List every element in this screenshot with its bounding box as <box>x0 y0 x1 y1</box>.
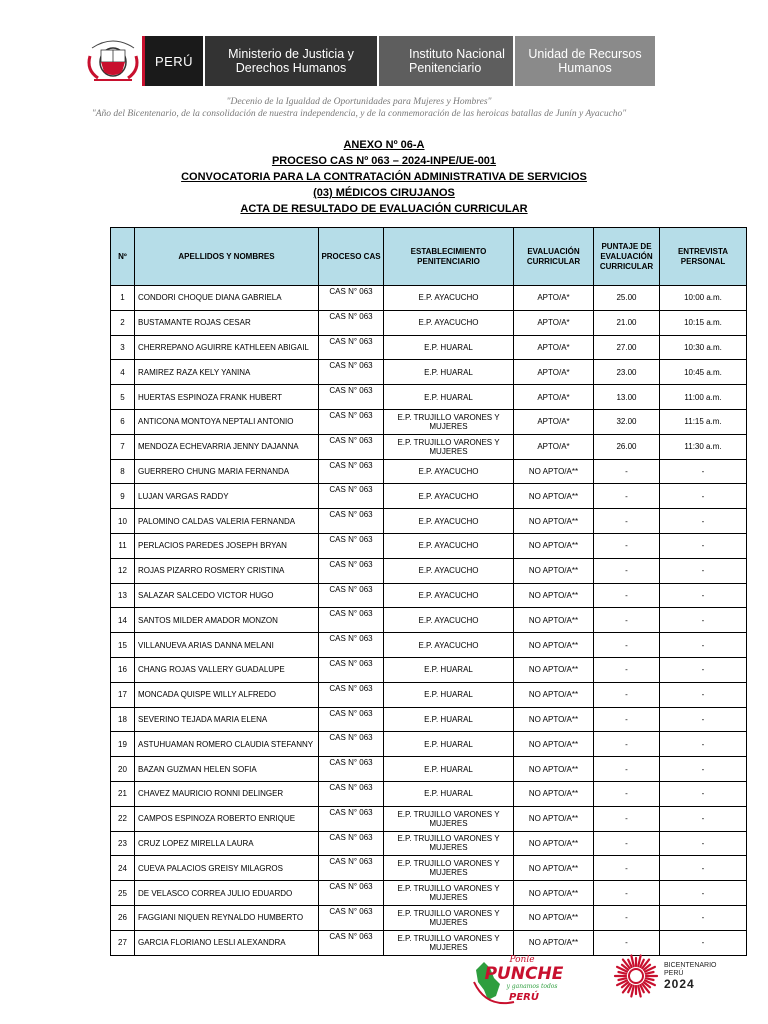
process-cas: CAS N° 063 <box>319 608 384 633</box>
decenio-line-2: "Año del Bicentenario, de la consolidación de nuestra independencia, y de la conmemoración de las heroicas batallas de Junín y Ayacucho" <box>91 109 627 119</box>
establishment: E.P. AYACUCHO <box>384 509 514 534</box>
table-row <box>111 781 747 806</box>
positions-title: (03) MÉDICOS CIRUJANOS <box>313 187 455 199</box>
row-number: 23 <box>111 831 135 856</box>
evaluation-result: APTO/A* <box>514 434 594 459</box>
evaluation-score: - <box>594 682 660 707</box>
process-cas: CAS N° 063 <box>319 732 384 757</box>
row-number: 5 <box>111 385 135 410</box>
interview-time: 11:00 a.m. <box>660 385 747 410</box>
applicant-name: SANTOS MILDER AMADOR MONZON <box>135 608 319 633</box>
interview-time: - <box>660 459 747 484</box>
annex-title: ANEXO Nº 06-A <box>343 139 425 151</box>
establishment: E.P. TRUJILLO VARONES Y MUJERES <box>384 409 514 434</box>
establishment: E.P. HUARAL <box>384 732 514 757</box>
table-row <box>111 533 747 558</box>
process-title: PROCESO CAS Nº 063 – 2024-INPE/UE-001 <box>271 155 497 167</box>
table-row <box>111 608 747 633</box>
evaluation-result: APTO/A* <box>514 286 594 311</box>
bicentenario-label: BICENTENARIO <box>664 961 717 969</box>
applicant-name: RAMIREZ RAZA KELY YANINA <box>135 360 319 385</box>
row-number: 16 <box>111 657 135 682</box>
applicant-name: CRUZ LOPEZ MIRELLA LAURA <box>135 831 319 856</box>
establishment: E.P. AYACUCHO <box>384 608 514 633</box>
establishment: E.P. AYACUCHO <box>384 484 514 509</box>
table-row <box>111 558 747 583</box>
evaluation-score: 23.00 <box>594 360 660 385</box>
row-number: 4 <box>111 360 135 385</box>
establishment: E.P. HUARAL <box>384 781 514 806</box>
bicentenario-year: 2024 <box>664 976 695 991</box>
establishment: E.P. HUARAL <box>384 335 514 360</box>
row-number: 13 <box>111 583 135 608</box>
interview-time: - <box>660 856 747 881</box>
bicentenario-country: PERÚ <box>664 969 684 977</box>
bicentenario-logo <box>612 952 717 1000</box>
evaluation-result: NO APTO/A** <box>514 881 594 906</box>
interview-time: 10:00 a.m. <box>660 286 747 311</box>
evaluation-result: NO APTO/A** <box>514 707 594 732</box>
applicant-name: CHERREPANO AGUIRRE KATHLEEN ABIGAIL <box>135 335 319 360</box>
process-cas: CAS N° 063 <box>319 757 384 782</box>
table-row <box>111 509 747 534</box>
applicant-name: PERLACIOS PAREDES JOSEPH BRYAN <box>135 533 319 558</box>
interview-time: 10:30 a.m. <box>660 335 747 360</box>
evaluation-result: NO APTO/A** <box>514 856 594 881</box>
applicant-name: CHANG ROJAS VALLERY GUADALUPE <box>135 657 319 682</box>
interview-time: 10:15 a.m. <box>660 310 747 335</box>
applicant-name: GARCIA FLORIANO LESLI ALEXANDRA <box>135 930 319 955</box>
process-cas: CAS N° 063 <box>319 831 384 856</box>
evaluation-result: NO APTO/A** <box>514 757 594 782</box>
evaluation-score: - <box>594 583 660 608</box>
table-row <box>111 335 747 360</box>
table-row <box>111 633 747 658</box>
establishment: E.P. AYACUCHO <box>384 633 514 658</box>
row-number: 10 <box>111 509 135 534</box>
evaluation-score: - <box>594 509 660 534</box>
establishment: E.P. HUARAL <box>384 757 514 782</box>
ponle-punche-logo <box>470 948 570 1006</box>
evaluation-result: APTO/A* <box>514 335 594 360</box>
interview-time: - <box>660 558 747 583</box>
applicant-name: PALOMINO CALDAS VALERIA FERNANDA <box>135 509 319 534</box>
row-number: 12 <box>111 558 135 583</box>
applicant-name: DE VELASCO CORREA JULIO EDUARDO <box>135 881 319 906</box>
table-row <box>111 286 747 311</box>
applicant-name: CONDORI CHOQUE DIANA GABRIELA <box>135 286 319 311</box>
table-row <box>111 905 747 930</box>
table-row <box>111 732 747 757</box>
table-row <box>111 831 747 856</box>
bicentenario-emblem <box>612 952 660 1000</box>
interview-time: - <box>660 881 747 906</box>
process-cas: CAS N° 063 <box>319 583 384 608</box>
process-cas: CAS N° 063 <box>319 310 384 335</box>
applicant-name: ANTICONA MONTOYA NEPTALI ANTONIO <box>135 409 319 434</box>
establishment: E.P. HUARAL <box>384 385 514 410</box>
evaluation-score: - <box>594 806 660 831</box>
establishment: E.P. TRUJILLO VARONES Y MUJERES <box>384 930 514 955</box>
evaluation-score: - <box>594 930 660 955</box>
evaluation-result: NO APTO/A** <box>514 583 594 608</box>
applicant-name: BAZAN GUZMAN HELEN SOFIA <box>135 757 319 782</box>
process-cas: CAS N° 063 <box>319 657 384 682</box>
table-body <box>111 286 747 956</box>
process-cas: CAS N° 063 <box>319 335 384 360</box>
establishment: E.P. HUARAL <box>384 657 514 682</box>
applicant-name: MENDOZA ECHEVARRIA JENNY DAJANNA <box>135 434 319 459</box>
header-name: APELLIDOS Y NOMBRES <box>135 228 319 286</box>
evaluation-result: APTO/A* <box>514 360 594 385</box>
row-number: 17 <box>111 682 135 707</box>
ministry-label: Ministerio de Justicia y Derechos Humanos <box>205 36 377 86</box>
table-header-row <box>111 228 747 286</box>
establishment: E.P. TRUJILLO VARONES Y MUJERES <box>384 831 514 856</box>
applicant-name: BUSTAMANTE ROJAS CESAR <box>135 310 319 335</box>
establishment: E.P. AYACUCHO <box>384 286 514 311</box>
establishment: E.P. TRUJILLO VARONES Y MUJERES <box>384 881 514 906</box>
applicant-name: CHAVEZ MAURICIO RONNI DELINGER <box>135 781 319 806</box>
evaluation-result: NO APTO/A** <box>514 608 594 633</box>
process-cas: CAS N° 063 <box>319 905 384 930</box>
applicant-name: MONCADA QUISPE WILLY ALFREDO <box>135 682 319 707</box>
process-cas: CAS N° 063 <box>319 881 384 906</box>
row-number: 8 <box>111 459 135 484</box>
process-cas: CAS N° 063 <box>319 707 384 732</box>
row-number: 20 <box>111 757 135 782</box>
applicant-name: FAGGIANI NIQUEN REYNALDO HUMBERTO <box>135 905 319 930</box>
row-number: 22 <box>111 806 135 831</box>
unit-label: Unidad de Recursos Humanos <box>515 36 655 86</box>
table-row <box>111 682 747 707</box>
evaluation-score: - <box>594 856 660 881</box>
row-number: 27 <box>111 930 135 955</box>
row-number: 24 <box>111 856 135 881</box>
process-cas: CAS N° 063 <box>319 930 384 955</box>
interview-time: - <box>660 509 747 534</box>
evaluation-score: 21.00 <box>594 310 660 335</box>
interview-time: - <box>660 608 747 633</box>
table-row <box>111 360 747 385</box>
evaluation-score: - <box>594 484 660 509</box>
punche-word-3: y ganamos todos <box>506 983 558 990</box>
evaluation-result: NO APTO/A** <box>514 484 594 509</box>
interview-time: 11:15 a.m. <box>660 409 747 434</box>
evaluation-result: NO APTO/A** <box>514 831 594 856</box>
interview-time: - <box>660 533 747 558</box>
header-establishment: ESTABLECIMIENTO PENITENCIARIO <box>384 228 514 286</box>
establishment: E.P. AYACUCHO <box>384 310 514 335</box>
decenio-line-1: "Decenio de la Igualdad de Oportunidades para Mujeres y Hombres" <box>226 97 492 107</box>
evaluation-result: NO APTO/A** <box>514 459 594 484</box>
evaluation-score: 13.00 <box>594 385 660 410</box>
establishment: E.P. AYACUCHO <box>384 533 514 558</box>
interview-time: - <box>660 732 747 757</box>
evaluation-result: APTO/A* <box>514 385 594 410</box>
table-row <box>111 856 747 881</box>
establishment: E.P. AYACUCHO <box>384 583 514 608</box>
evaluation-result: NO APTO/A** <box>514 509 594 534</box>
applicant-name: VILLANUEVA ARIAS DANNA MELANI <box>135 633 319 658</box>
evaluation-score: - <box>594 707 660 732</box>
evaluation-result: NO APTO/A** <box>514 732 594 757</box>
row-number: 15 <box>111 633 135 658</box>
evaluation-result: APTO/A* <box>514 310 594 335</box>
process-cas: CAS N° 063 <box>319 633 384 658</box>
interview-time: - <box>660 757 747 782</box>
evaluation-score: 27.00 <box>594 335 660 360</box>
evaluation-result: NO APTO/A** <box>514 633 594 658</box>
applicant-name: CUEVA PALACIOS GREISY MILAGROS <box>135 856 319 881</box>
evaluation-result: APTO/A* <box>514 409 594 434</box>
row-number: 11 <box>111 533 135 558</box>
interview-time: - <box>660 583 747 608</box>
evaluation-score: - <box>594 881 660 906</box>
row-number: 2 <box>111 310 135 335</box>
table-row <box>111 385 747 410</box>
institutional-header <box>84 36 655 86</box>
evaluation-score: - <box>594 533 660 558</box>
applicant-name: HUERTAS ESPINOZA FRANK HUBERT <box>135 385 319 410</box>
process-cas: CAS N° 063 <box>319 806 384 831</box>
process-cas: CAS N° 063 <box>319 533 384 558</box>
process-cas: CAS N° 063 <box>319 856 384 881</box>
table-row <box>111 707 747 732</box>
establishment: E.P. AYACUCHO <box>384 558 514 583</box>
evaluation-result: NO APTO/A** <box>514 905 594 930</box>
establishment: E.P. TRUJILLO VARONES Y MUJERES <box>384 434 514 459</box>
coat-of-arms-logo <box>84 36 142 86</box>
row-number: 1 <box>111 286 135 311</box>
evaluation-result: NO APTO/A** <box>514 533 594 558</box>
row-number: 18 <box>111 707 135 732</box>
process-cas: CAS N° 063 <box>319 781 384 806</box>
table-row <box>111 459 747 484</box>
interview-time: 11:30 a.m. <box>660 434 747 459</box>
table-row <box>111 583 747 608</box>
table-row <box>111 409 747 434</box>
table-row <box>111 657 747 682</box>
evaluation-score: - <box>594 558 660 583</box>
results-table <box>110 227 747 956</box>
table-row <box>111 484 747 509</box>
interview-time: - <box>660 657 747 682</box>
establishment: E.P. TRUJILLO VARONES Y MUJERES <box>384 856 514 881</box>
punche-word-1: Ponle <box>509 955 535 965</box>
row-number: 25 <box>111 881 135 906</box>
evaluation-score: - <box>594 757 660 782</box>
establishment: E.P. AYACUCHO <box>384 459 514 484</box>
interview-time: 10:45 a.m. <box>660 360 747 385</box>
interview-time: - <box>660 781 747 806</box>
establishment: E.P. HUARAL <box>384 360 514 385</box>
process-cas: CAS N° 063 <box>319 286 384 311</box>
row-number: 9 <box>111 484 135 509</box>
row-number: 14 <box>111 608 135 633</box>
process-cas: CAS N° 063 <box>319 509 384 534</box>
applicant-name: ROJAS PIZARRO ROSMERY CRISTINA <box>135 558 319 583</box>
institute-label: Instituto Nacional Penitenciario <box>379 36 513 86</box>
interview-time: - <box>660 633 747 658</box>
applicant-name: GUERRERO CHUNG MARIA FERNANDA <box>135 459 319 484</box>
evaluation-score: 25.00 <box>594 286 660 311</box>
process-cas: CAS N° 063 <box>319 459 384 484</box>
interview-time: - <box>660 930 747 955</box>
evaluation-result: NO APTO/A** <box>514 781 594 806</box>
table-row <box>111 310 747 335</box>
process-cas: CAS N° 063 <box>319 360 384 385</box>
header-score: PUNTAJE DE EVALUACIÓN CURRICULAR <box>594 228 660 286</box>
interview-time: - <box>660 831 747 856</box>
row-number: 7 <box>111 434 135 459</box>
process-cas: CAS N° 063 <box>319 484 384 509</box>
table-row <box>111 881 747 906</box>
decenio-caption <box>0 96 718 120</box>
interview-time: - <box>660 484 747 509</box>
evaluation-score: - <box>594 657 660 682</box>
table-row <box>111 806 747 831</box>
evaluation-result: NO APTO/A** <box>514 657 594 682</box>
document-titles <box>0 137 768 217</box>
row-number: 19 <box>111 732 135 757</box>
header-number: Nº <box>111 228 135 286</box>
row-number: 21 <box>111 781 135 806</box>
evaluation-score: - <box>594 905 660 930</box>
interview-time: - <box>660 806 747 831</box>
punche-word-2: PUNCHE <box>484 964 564 984</box>
row-number: 6 <box>111 409 135 434</box>
evaluation-result: NO APTO/A** <box>514 558 594 583</box>
applicant-name: LUJAN VARGAS RADDY <box>135 484 319 509</box>
process-cas: CAS N° 063 <box>319 434 384 459</box>
call-title: CONVOCATORIA PARA LA CONTRATACIÓN ADMINISTRATIVA DE SERVICIOS <box>181 171 587 183</box>
evaluation-score: 26.00 <box>594 434 660 459</box>
row-number: 3 <box>111 335 135 360</box>
evaluation-result: NO APTO/A** <box>514 682 594 707</box>
table-row <box>111 434 747 459</box>
header-process: PROCESO CAS <box>319 228 384 286</box>
establishment: E.P. HUARAL <box>384 707 514 732</box>
evaluation-score: - <box>594 831 660 856</box>
evaluation-score: - <box>594 459 660 484</box>
process-cas: CAS N° 063 <box>319 558 384 583</box>
header-interview: ENTREVISTA PERSONAL <box>660 228 747 286</box>
applicant-name: SEVERINO TEJADA MARIA ELENA <box>135 707 319 732</box>
evaluation-result: NO APTO/A** <box>514 930 594 955</box>
evaluation-score: - <box>594 732 660 757</box>
evaluation-score: - <box>594 781 660 806</box>
evaluation-score: 32.00 <box>594 409 660 434</box>
punche-word-4: PERÚ <box>509 992 539 1003</box>
establishment: E.P. TRUJILLO VARONES Y MUJERES <box>384 806 514 831</box>
process-cas: CAS N° 063 <box>319 682 384 707</box>
evaluation-score: - <box>594 608 660 633</box>
act-title: ACTA DE RESULTADO DE EVALUACIÓN CURRICULAR <box>240 203 528 215</box>
interview-time: - <box>660 707 747 732</box>
table-row <box>111 757 747 782</box>
interview-time: - <box>660 682 747 707</box>
peru-label: PERÚ <box>142 36 203 86</box>
applicant-name: SALAZAR SALCEDO VICTOR HUGO <box>135 583 319 608</box>
process-cas: CAS N° 063 <box>319 385 384 410</box>
evaluation-result: NO APTO/A** <box>514 806 594 831</box>
applicant-name: CAMPOS ESPINOZA ROBERTO ENRIQUE <box>135 806 319 831</box>
applicant-name: ASTUHUAMAN ROMERO CLAUDIA STEFANNY <box>135 732 319 757</box>
establishment: E.P. TRUJILLO VARONES Y MUJERES <box>384 905 514 930</box>
row-number: 26 <box>111 905 135 930</box>
establishment: E.P. HUARAL <box>384 682 514 707</box>
header-evaluation: EVALUACIÓN CURRICULAR <box>514 228 594 286</box>
interview-time: - <box>660 905 747 930</box>
process-cas: CAS N° 063 <box>319 409 384 434</box>
evaluation-score: - <box>594 633 660 658</box>
